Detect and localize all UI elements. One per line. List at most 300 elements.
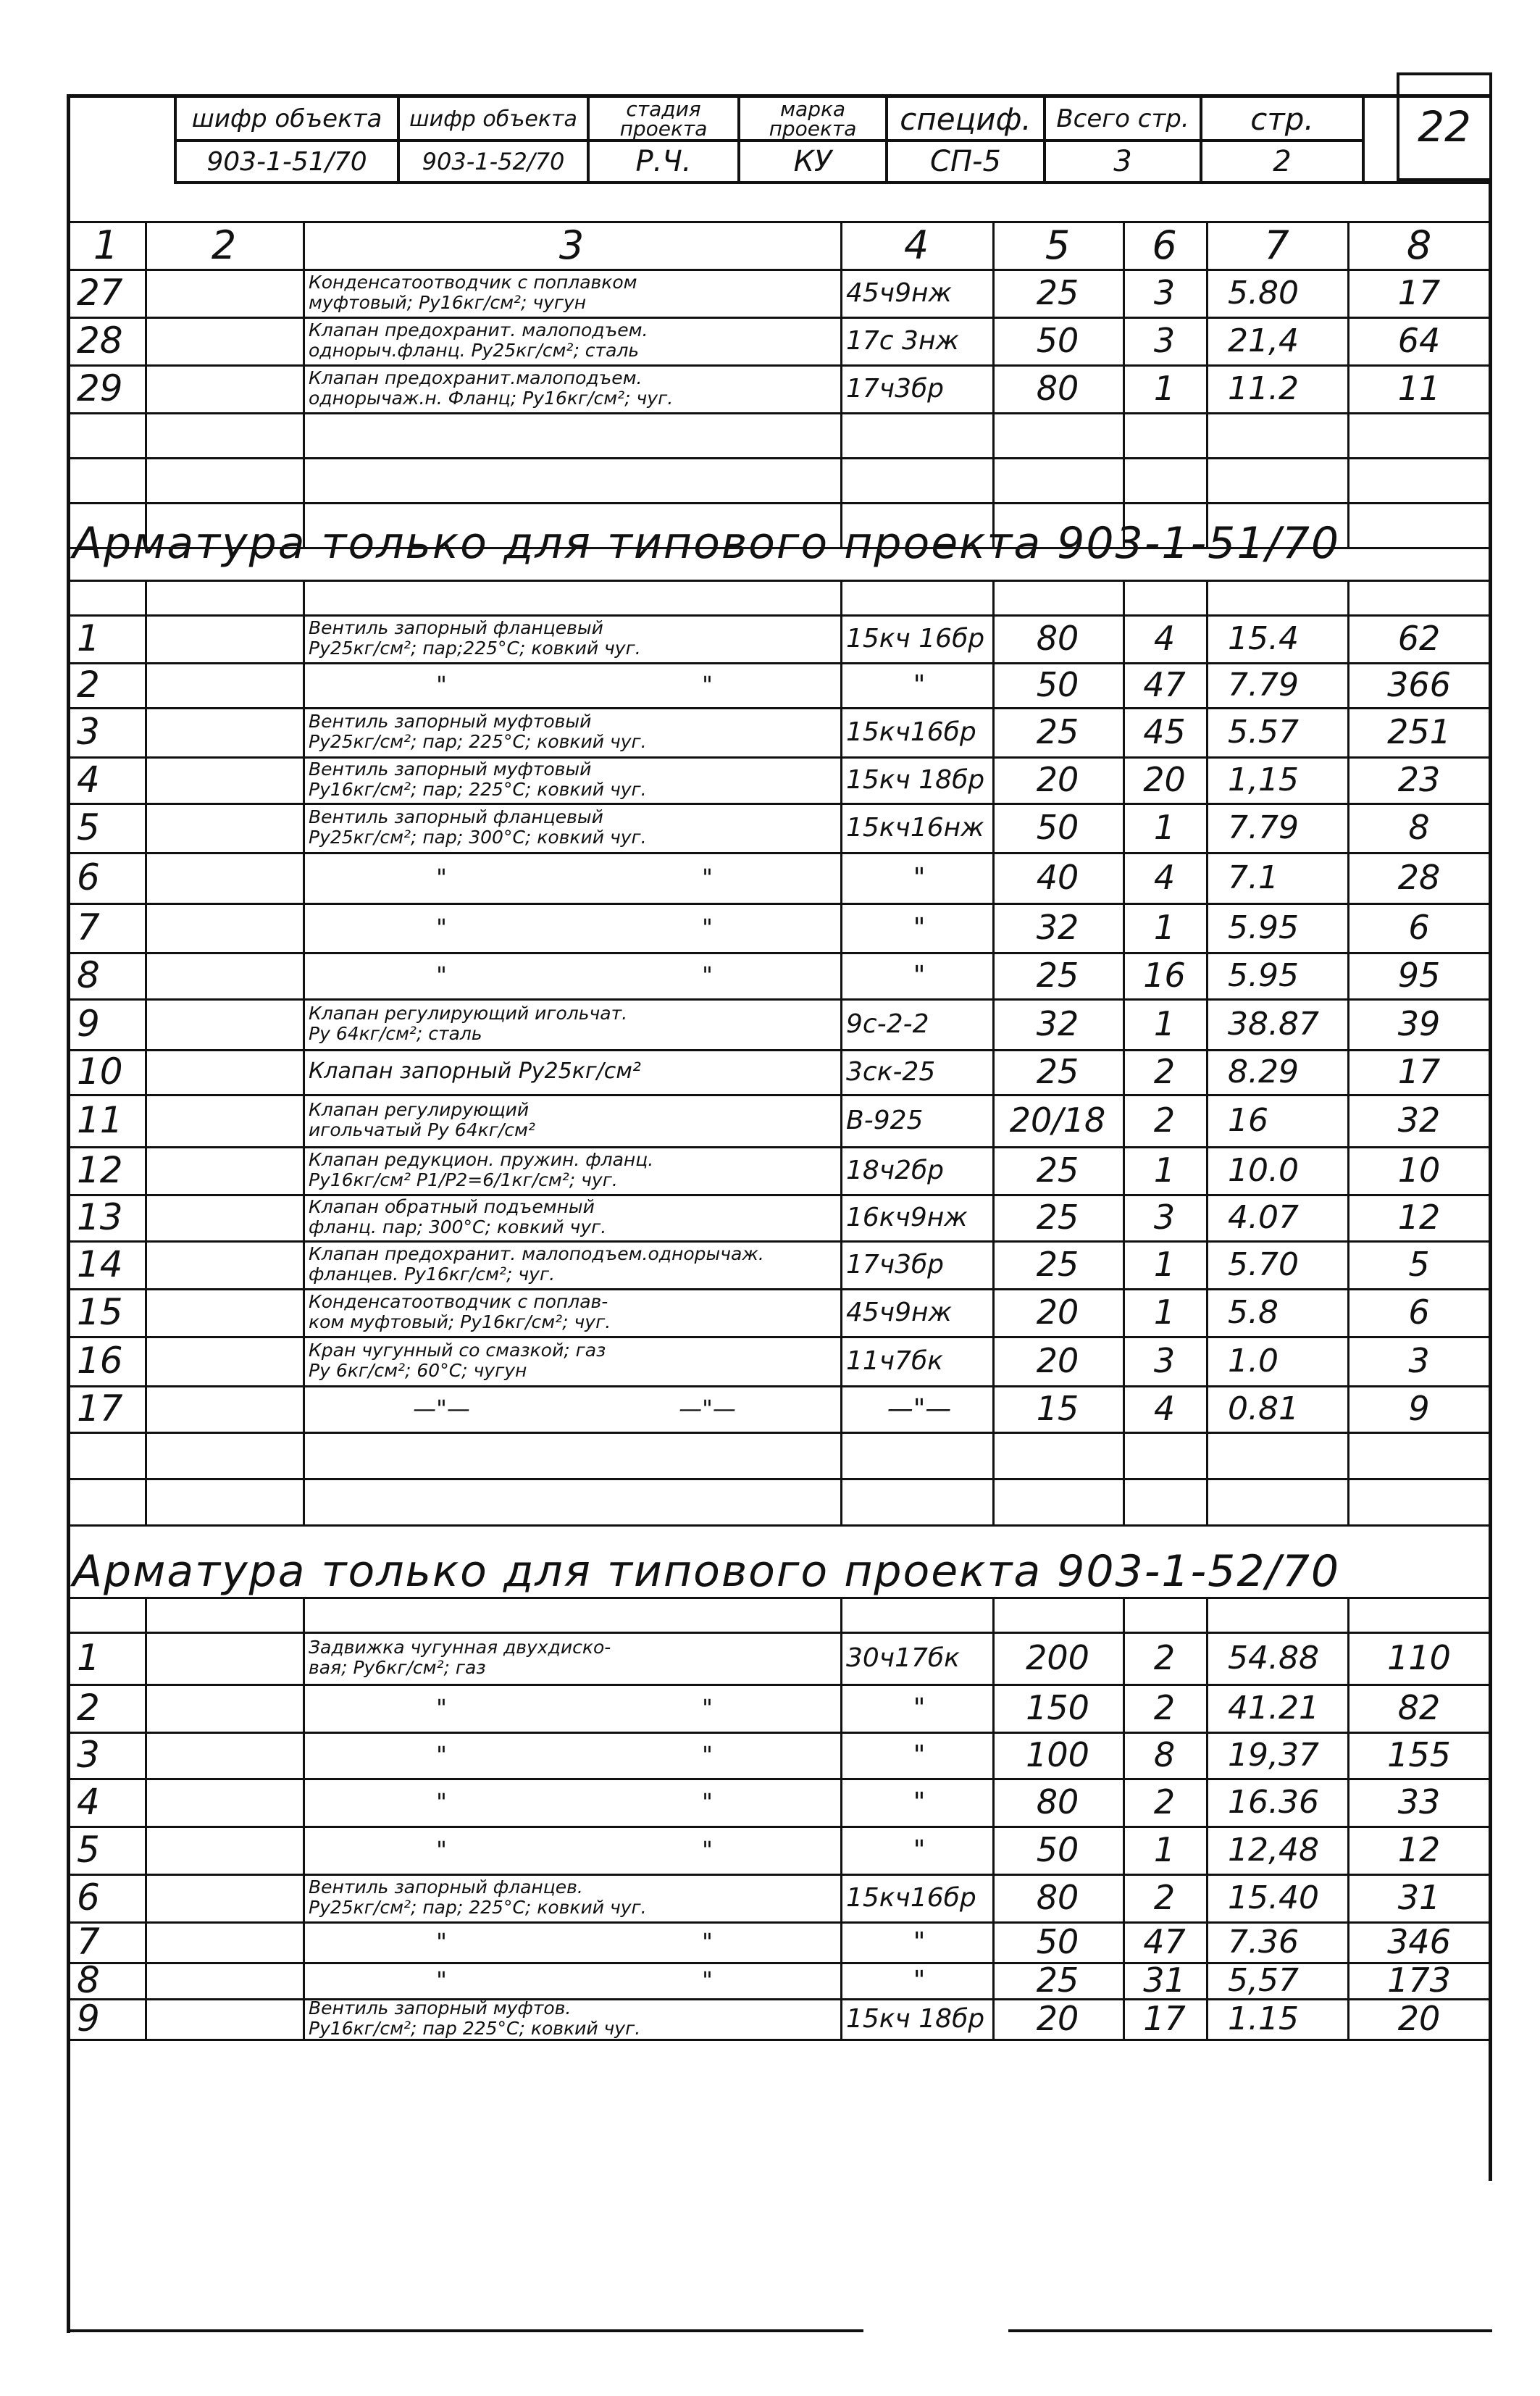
row-number: 15: [77, 1291, 123, 1333]
item-name-line: Вентиль запорный муфтов.: [309, 1998, 572, 2019]
item-mark: —"—: [887, 1393, 952, 1424]
item-name-line: Конденсатоотводчик с поплав-: [309, 1291, 608, 1312]
section-top-line: [67, 1597, 1491, 1599]
item-name-line: ": [436, 914, 447, 941]
item-col-7: 54.88: [1228, 1639, 1319, 1677]
item-name-line: Ру25кг/см²; пар; 300°С; ковкий чуг.: [309, 827, 647, 848]
item-col-6: 2: [1153, 1101, 1176, 1140]
item-col-8: 110: [1387, 1638, 1451, 1677]
item-col-7: 4.07: [1228, 1198, 1299, 1236]
column-divider-section-7: [1347, 1597, 1349, 2039]
item-col-7: 5.70: [1228, 1245, 1299, 1283]
item-col-8: 62: [1397, 619, 1441, 658]
item-col-5: 25: [1036, 1962, 1079, 1998]
item-col-8: 32: [1397, 1101, 1441, 1140]
item-col-8: 173: [1387, 1962, 1451, 1998]
item-col-8: 6: [1408, 908, 1430, 947]
item-col-8: 8: [1408, 808, 1430, 847]
item-col-6: 4: [1153, 858, 1176, 897]
row-number: 5: [77, 1829, 100, 1871]
item-mark: 17ч3бр: [846, 373, 945, 404]
item-name-line: ": [436, 671, 447, 698]
column-divider-section-7: [1347, 580, 1349, 1524]
item-name-line: ": [436, 961, 447, 989]
item-col-8: 5: [1408, 1245, 1430, 1284]
item-name: [303, 1732, 840, 1778]
item-col-6: 1: [1153, 1293, 1176, 1332]
item-col-7: 11.2: [1228, 370, 1299, 407]
item-name-line: ": [702, 671, 713, 698]
item-col-7: 7.79: [1228, 809, 1299, 846]
item-name: [303, 317, 840, 364]
item-col-8: 9: [1408, 1389, 1430, 1428]
item-col-6: 3: [1153, 1341, 1176, 1380]
header-value-object-code-1: 903-1-51/70: [206, 146, 367, 177]
column-header-2: 2: [211, 222, 237, 268]
item-name-line: однорыч.фланц. Ру25кг/см²; сталь: [309, 340, 640, 361]
item-col-7: 15.40: [1228, 1879, 1319, 1916]
column-divider-section-6: [1206, 1597, 1208, 2039]
row-number: 9: [77, 1003, 100, 1045]
item-col-5: 32: [1036, 1004, 1079, 1043]
sheet-number: 22: [1397, 72, 1492, 181]
item-name-line: ": [702, 864, 713, 891]
row-number: 29: [77, 367, 123, 409]
item-col-8: 366: [1387, 665, 1451, 704]
item-name-line: фланцев. Ру16кг/см²; чуг.: [309, 1264, 556, 1285]
item-name: [303, 707, 840, 756]
item-name-line: ": [702, 1788, 713, 1816]
row-number: 7: [77, 906, 100, 948]
item-col-5: 200: [1026, 1638, 1089, 1677]
item-col-7: 5.80: [1228, 274, 1299, 312]
item-col-8: 33: [1397, 1782, 1441, 1821]
item-col-8: 12: [1397, 1198, 1441, 1237]
item-mark: ": [913, 1787, 926, 1817]
item-col-8: 3: [1408, 1341, 1430, 1380]
item-name-line: Клапан предохранит.малоподъем.: [309, 367, 643, 388]
row-number: 10: [77, 1051, 123, 1093]
item-name: [303, 803, 840, 852]
item-name-line: ": [436, 1741, 447, 1769]
item-name-line: ком муфтовый; Ру16кг/см²; чуг.: [309, 1311, 611, 1332]
item-name-line: Клапан предохранит. малоподъем.: [309, 320, 648, 341]
row-number: 8: [77, 1962, 100, 1998]
item-col-5: 50: [1036, 1830, 1079, 1869]
item-col-6: 2: [1153, 1688, 1176, 1727]
item-name-line: ": [436, 1836, 447, 1863]
row-number: 2: [77, 1687, 100, 1729]
header-label-object-code-1: шифр объекта: [191, 104, 382, 133]
column-header-3: 3: [558, 222, 585, 268]
item-col-5: 20: [1036, 1293, 1079, 1332]
item-name: [303, 1240, 840, 1288]
column-divider-section-3: [840, 1597, 842, 2039]
column-divider-section-5: [1123, 580, 1125, 1524]
column-divider-top-3: [840, 221, 842, 547]
frame-bottom-line: [67, 2329, 863, 2332]
item-name-line: вая; Ру6кг/см²; газ: [309, 1657, 486, 1678]
item-col-7: 5.8: [1228, 1293, 1279, 1331]
section-top-line: [67, 580, 1491, 582]
header-value-project-mark: КУ: [793, 145, 832, 178]
item-col-7: 7.1: [1228, 859, 1279, 896]
column-divider-top-5: [1123, 221, 1125, 547]
item-name-line: ": [436, 1694, 447, 1721]
item-name: [303, 1336, 840, 1385]
item-mark: 18ч2бр: [846, 1155, 945, 1185]
item-col-5: 50: [1036, 808, 1079, 847]
item-col-7: 16.36: [1228, 1783, 1319, 1821]
item-col-6: 16: [1143, 956, 1186, 995]
item-col-6: 45: [1143, 712, 1186, 751]
item-col-7: 15.4: [1228, 619, 1299, 657]
item-col-6: 3: [1153, 321, 1176, 360]
item-col-8: 28: [1397, 858, 1441, 897]
item-name: [303, 614, 840, 662]
item-col-5: 32: [1036, 908, 1079, 947]
item-name-line: Вентиль запорный муфтовый: [309, 711, 592, 732]
column-divider-section-3: [840, 580, 842, 1524]
row-number: 3: [77, 1734, 100, 1776]
item-mark: 17ч3бр: [846, 1249, 945, 1280]
item-name: [303, 903, 840, 952]
item-mark: ": [913, 1965, 926, 1995]
column-header-7: 7: [1264, 222, 1289, 268]
row-number: 4: [77, 759, 100, 801]
item-col-6: 2: [1153, 1638, 1176, 1677]
item-name-line: ": [702, 1836, 713, 1863]
item-mark: 30ч17бк: [846, 1642, 960, 1673]
item-mark: ": [913, 1692, 926, 1723]
item-col-7: 19,37: [1228, 1736, 1319, 1774]
item-col-6: 17: [1143, 1999, 1186, 2038]
item-name: [303, 1826, 840, 1874]
column-divider-section-1: [145, 580, 147, 1524]
column-divider-top-7: [1347, 221, 1349, 547]
item-name: [303, 1049, 840, 1094]
row-number: 7: [77, 1921, 100, 1962]
item-name: [303, 1684, 840, 1732]
item-name: [303, 1778, 840, 1826]
item-name: [303, 1998, 840, 2039]
row-number: 2: [77, 664, 100, 706]
item-col-6: 47: [1143, 1922, 1186, 1961]
item-col-8: 155: [1387, 1735, 1451, 1774]
item-name: [303, 1146, 840, 1194]
column-divider-section-2: [303, 580, 305, 1524]
header-label-project-mark: марка проекта: [769, 98, 857, 140]
title-block-sep-7: [1362, 94, 1365, 183]
item-col-8: 11: [1397, 369, 1441, 408]
item-name-line: однорычаж.н. Фланц; Ру16кг/см²; чуг.: [309, 388, 674, 409]
item-col-7: 0.81: [1228, 1390, 1299, 1427]
item-name-line: Клапан обратный подъемный: [309, 1196, 595, 1217]
item-col-5: 25: [1036, 956, 1079, 995]
row-number: 16: [77, 1340, 123, 1382]
column-header-8: 8: [1406, 222, 1432, 268]
item-name-line: ": [702, 961, 713, 989]
item-col-7: 7.79: [1228, 666, 1299, 704]
row-number: 3: [77, 711, 100, 753]
item-col-5: 50: [1036, 1922, 1079, 1961]
empty-row-line: [67, 1524, 1491, 1527]
item-col-8: 64: [1397, 321, 1441, 360]
item-col-6: 1: [1153, 908, 1176, 947]
item-name-line: ": [702, 1694, 713, 1721]
item-col-6: 4: [1153, 619, 1176, 658]
column-divider-section-5: [1123, 1597, 1125, 2039]
row-number: 12: [77, 1149, 123, 1191]
row-number: 6: [77, 856, 100, 898]
row-number: 27: [77, 272, 123, 314]
item-col-7: 5,57: [1228, 1962, 1299, 1998]
item-mark: 15кч 18бр: [846, 2003, 985, 2034]
item-mark: ": [913, 912, 926, 943]
item-mark: 15кч16нж: [846, 812, 984, 843]
row-number: 1: [77, 1637, 100, 1679]
item-col-5: 50: [1036, 665, 1079, 704]
item-name: [303, 852, 840, 903]
item-mark: 45ч9нж: [846, 277, 952, 308]
item-col-8: 39: [1397, 1004, 1441, 1043]
item-col-7: 1.0: [1228, 1342, 1279, 1379]
empty-row-line: [67, 1478, 1491, 1480]
section-title: Арматура только для типового проекта 903-1-51/70: [72, 518, 1341, 569]
item-col-6: 20: [1143, 760, 1186, 799]
item-name-line: Ру16кг/см²; пар 225°С; ковкий чуг.: [309, 2018, 641, 2039]
item-col-8: 251: [1387, 712, 1451, 751]
item-name-line: Вентиль запорный фланцевый: [309, 617, 603, 638]
item-col-5: 150: [1026, 1688, 1089, 1727]
item-col-7: 7.36: [1228, 1923, 1299, 1961]
item-col-5: 80: [1036, 369, 1079, 408]
item-name-line: ": [702, 1741, 713, 1769]
item-name-line: игольчатый Ру 64кг/см²: [309, 1119, 535, 1140]
row-number: 4: [77, 1781, 100, 1823]
item-col-8: 82: [1397, 1688, 1441, 1727]
column-header-4: 4: [903, 222, 929, 268]
item-col-7: 1,15: [1228, 761, 1299, 798]
item-col-7: 5.95: [1228, 909, 1299, 946]
item-name: [303, 662, 840, 707]
item-name-line: фланц. пар; 300°С; ковкий чуг.: [309, 1216, 607, 1237]
item-col-6: 47: [1143, 665, 1186, 704]
item-name: [303, 952, 840, 998]
item-col-5: 20: [1036, 1999, 1079, 2038]
item-col-8: 23: [1397, 760, 1441, 799]
item-col-7: 38.87: [1228, 1005, 1319, 1043]
item-col-8: 12: [1397, 1830, 1441, 1869]
item-name: [303, 364, 840, 412]
column-divider-top-2: [303, 221, 305, 547]
item-col-6: 1: [1153, 1245, 1176, 1284]
row-line: [67, 1432, 1491, 1434]
row-number: 8: [77, 954, 100, 996]
item-col-6: 31: [1143, 1962, 1186, 1998]
item-name-line: Ру25кг/см²; пар; 225°С; ковкий чуг.: [309, 1897, 647, 1918]
item-name-line: Ру25кг/см²; пар;225°С; ковкий чуг.: [309, 638, 641, 659]
item-name-line: Кран чугунный со смазкой; газ: [309, 1340, 606, 1361]
column-header-6: 6: [1152, 222, 1177, 268]
item-mark: 11ч7бк: [846, 1345, 943, 1376]
row-number: 14: [77, 1243, 123, 1285]
item-mark: 3ск-25: [846, 1056, 936, 1087]
item-col-6: 2: [1153, 1782, 1176, 1821]
row-number: 13: [77, 1196, 123, 1238]
item-col-7: 8.29: [1228, 1053, 1299, 1090]
item-mark: ": [913, 862, 926, 893]
item-name-line: ": [436, 1788, 447, 1816]
item-col-8: 17: [1397, 273, 1441, 312]
column-divider-section-1: [145, 1597, 147, 2039]
item-name-line: Ру16кг/см² Р1/Р2=6/1кг/см²; чуг.: [309, 1169, 618, 1190]
item-col-5: 25: [1036, 1151, 1079, 1190]
item-col-7: 1.15: [1228, 2000, 1299, 2037]
row-line: [67, 2039, 1491, 2041]
item-name-line: Клапан редукцион. пружин. фланц.: [309, 1149, 654, 1170]
item-name-line: ": [702, 1928, 713, 1955]
item-name-line: Ру 64кг/см²; сталь: [309, 1023, 482, 1044]
item-mark: 15кч16бр: [846, 717, 976, 747]
item-mark: ": [913, 1834, 926, 1865]
row-number: 28: [77, 320, 123, 362]
item-col-8: 17: [1397, 1052, 1441, 1091]
section-title: Арматура только для типового проекта 903-1-52/70: [72, 1546, 1341, 1597]
item-name: [303, 1921, 840, 1962]
item-col-7: 41.21: [1228, 1689, 1319, 1727]
column-divider-section-4: [992, 580, 995, 1524]
item-col-6: 3: [1153, 1198, 1176, 1237]
item-mark: 15кч 18бр: [846, 764, 985, 795]
item-mark: 15кч 16бр: [846, 623, 985, 654]
item-col-7: 16: [1228, 1101, 1268, 1139]
item-col-6: 3: [1153, 273, 1176, 312]
column-divider-section-2: [303, 1597, 305, 2039]
item-mark: ": [913, 669, 926, 700]
item-col-6: 1: [1153, 1004, 1176, 1043]
item-name-line: Ру 6кг/см²; 60°С; чугун: [309, 1360, 527, 1381]
item-col-8: 6: [1408, 1293, 1430, 1332]
item-col-8: 10: [1397, 1151, 1441, 1190]
header-value-specification: СП-5: [930, 145, 1001, 178]
item-col-6: 8: [1153, 1735, 1176, 1774]
header-value-object-code-2: 903-1-52/70: [422, 148, 565, 175]
row-number: 11: [77, 1099, 123, 1141]
item-col-6: 1: [1153, 1151, 1176, 1190]
item-col-5: 20/18: [1009, 1101, 1106, 1140]
item-name-line: Клапан предохранит. малоподъем.однорычаж.: [309, 1243, 764, 1264]
item-col-5: 100: [1026, 1735, 1089, 1774]
row-number: 5: [77, 806, 100, 848]
item-name: [303, 1385, 840, 1432]
item-name: [303, 1874, 840, 1921]
item-col-8: 346: [1387, 1922, 1451, 1961]
item-name-line: Клапан регулирующий: [309, 1099, 530, 1120]
header-label-specification: специф.: [900, 101, 1031, 137]
item-name-line: Клапан запорный Ру25кг/см²: [309, 1059, 641, 1084]
column-divider-section-6: [1206, 580, 1208, 1524]
item-mark: 15кч16бр: [846, 1882, 976, 1913]
empty-row-line: [67, 457, 1491, 459]
item-mark: 9с-2-2: [846, 1009, 929, 1039]
item-name-line: Вентиль запорный фланцевый: [309, 806, 603, 827]
item-col-5: 25: [1036, 273, 1079, 312]
row-line: [67, 412, 1491, 414]
empty-row-line: [67, 502, 1491, 504]
item-col-5: 80: [1036, 1782, 1079, 1821]
item-name: [303, 756, 840, 803]
item-name: [303, 1094, 840, 1146]
item-col-5: 15: [1036, 1389, 1079, 1428]
item-col-5: 25: [1036, 712, 1079, 751]
item-mark: В-925: [846, 1105, 924, 1135]
item-name-line: —"—: [413, 1395, 470, 1422]
header-value-page: 2: [1273, 145, 1292, 178]
item-col-7: 5.95: [1228, 956, 1299, 994]
item-name-line: Вентиль запорный муфтовый: [309, 759, 592, 780]
item-name-line: муфтовый; Ру16кг/см²; чугун: [309, 292, 587, 313]
column-divider-section-4: [992, 1597, 995, 2039]
header-label-object-code-2: шифр объекта: [409, 106, 577, 132]
row-number: 17: [77, 1387, 123, 1429]
item-col-6: 1: [1153, 808, 1176, 847]
item-name-line: Ру16кг/см²; пар; 225°С; ковкий чуг.: [309, 779, 647, 800]
item-col-6: 1: [1153, 1830, 1176, 1869]
frame-bottom-line-2: [1008, 2329, 1492, 2332]
item-name: [303, 1194, 840, 1240]
item-col-6: 4: [1153, 1389, 1176, 1428]
item-col-5: 25: [1036, 1245, 1079, 1284]
item-name-line: Клапан регулирующий игольчат.: [309, 1003, 628, 1024]
item-col-8: 31: [1397, 1878, 1441, 1917]
item-col-8: 20: [1397, 1999, 1441, 2038]
item-col-7: 21,4: [1228, 322, 1299, 359]
item-mark: ": [913, 1740, 926, 1770]
item-col-6: 2: [1153, 1878, 1176, 1917]
item-name-line: ": [436, 864, 447, 891]
item-mark: ": [913, 960, 926, 990]
item-col-5: 20: [1036, 760, 1079, 799]
item-name-line: ": [702, 1966, 713, 1994]
column-header-1: 1: [93, 222, 119, 268]
column-header-5: 5: [1045, 222, 1071, 268]
item-col-5: 20: [1036, 1341, 1079, 1380]
item-name-line: Задвижка чугунная двухдиско-: [309, 1637, 611, 1658]
item-name: [303, 998, 840, 1049]
item-col-5: 80: [1036, 1878, 1079, 1917]
item-col-7: 10.0: [1228, 1151, 1299, 1189]
item-col-6: 1: [1153, 369, 1176, 408]
item-name: [303, 269, 840, 317]
item-name: [303, 1962, 840, 1998]
header-value-total-pages: 3: [1113, 145, 1132, 178]
item-col-8: 95: [1397, 956, 1441, 995]
column-divider-top-4: [992, 221, 995, 547]
item-name-line: ": [702, 914, 713, 941]
item-col-5: 80: [1036, 619, 1079, 658]
item-col-5: 50: [1036, 321, 1079, 360]
item-name: [303, 1632, 840, 1684]
item-name-line: —"—: [679, 1395, 736, 1422]
item-col-5: 25: [1036, 1052, 1079, 1091]
column-divider-top-1: [145, 221, 147, 547]
item-col-7: 12,48: [1228, 1831, 1319, 1869]
header-label-project-stage: стадия проекта: [619, 98, 708, 140]
item-col-6: 2: [1153, 1052, 1176, 1091]
title-block-bottom-line: [174, 181, 1489, 184]
item-name-line: Вентиль запорный фланцев.: [309, 1877, 583, 1898]
